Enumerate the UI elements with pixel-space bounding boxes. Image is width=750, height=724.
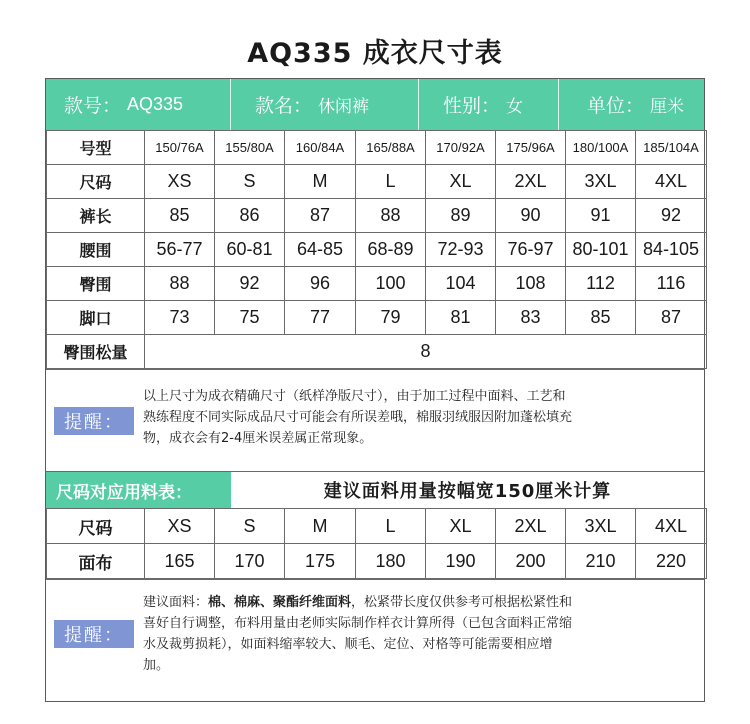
table-cell: 185/104A <box>636 131 707 165</box>
fabric-band-label: 尺码对应用料表： <box>46 472 231 508</box>
fabric-band-desc: 建议面料用量按幅宽150厘米计算 <box>323 481 612 502</box>
style-no-label: 款号： <box>64 95 122 117</box>
table-cell: 92 <box>636 199 707 233</box>
table-cell: 60-81 <box>215 233 285 267</box>
table-cell: 80-101 <box>566 233 636 267</box>
reminder-prefix: 建议面料： <box>143 595 209 610</box>
reminder-line <box>143 592 699 613</box>
gender-label: 性别： <box>443 95 501 117</box>
size-chart <box>45 78 705 702</box>
reminder-rest: ，松紧带长度仅供参考可根据松紧性和 <box>351 595 573 610</box>
reminder-2 <box>46 579 704 691</box>
row-label: 尺码 <box>47 165 145 199</box>
ease-label: 臀围松量 <box>47 335 145 369</box>
gender-value: 女 <box>506 97 524 117</box>
table-cell: 79 <box>356 301 426 335</box>
reminder-badge: 提醒： <box>54 620 134 648</box>
table-cell: 75 <box>215 301 285 335</box>
table-row <box>47 267 707 301</box>
table-cell: 112 <box>566 267 636 301</box>
table-cell: 64-85 <box>285 233 356 267</box>
table-cell: 116 <box>636 267 707 301</box>
table-cell: 87 <box>636 301 707 335</box>
style-no-value: AQ335 <box>127 94 184 114</box>
table-cell: 175 <box>285 544 356 579</box>
table-cell: 180 <box>356 544 426 579</box>
row-label: 腰围 <box>47 233 145 267</box>
style-name-value: 休闲裤 <box>318 97 370 117</box>
table-cell: 77 <box>285 301 356 335</box>
table-cell: 56-77 <box>145 233 215 267</box>
table-cell: 87 <box>285 199 356 233</box>
table-cell: 160/84A <box>285 131 356 165</box>
unit-label: 单位： <box>587 95 645 117</box>
row-label: 号型 <box>47 131 145 165</box>
table-cell: 108 <box>496 267 566 301</box>
table-cell: 91 <box>566 199 636 233</box>
table-row <box>47 335 707 369</box>
table-cell: 155/80A <box>215 131 285 165</box>
table-cell: 175/96A <box>496 131 566 165</box>
table-cell: 100 <box>356 267 426 301</box>
gender <box>419 79 559 130</box>
row-label: 面布 <box>47 544 145 579</box>
table-cell: 150/76A <box>145 131 215 165</box>
table-cell: 210 <box>566 544 636 579</box>
table-cell: 90 <box>496 199 566 233</box>
unit-value: 厘米 <box>650 97 685 117</box>
size-table <box>46 130 707 369</box>
table-cell: 200 <box>496 544 566 579</box>
table-cell: 165 <box>145 544 215 579</box>
reminder-text <box>143 386 699 449</box>
table-cell: S <box>215 509 285 544</box>
reminder-line: 水及裁剪损耗），如面料缩率较大、顺毛、定位、对格等可能需要相应增 <box>143 637 553 652</box>
reminder-line: 喜好自行调整，布料用量由老师实际制作样衣计算所得（已包含面料正常缩 <box>143 616 573 631</box>
fabric-band <box>46 471 704 508</box>
unit <box>559 79 704 130</box>
table-row <box>47 233 707 267</box>
table-cell: 3XL <box>566 509 636 544</box>
table-cell: 72-93 <box>426 233 496 267</box>
style-no <box>46 79 231 130</box>
table-cell: 4XL <box>636 165 707 199</box>
row-label: 臀围 <box>47 267 145 301</box>
table-cell: 92 <box>215 267 285 301</box>
table-cell: 84-105 <box>636 233 707 267</box>
table-cell: 88 <box>145 267 215 301</box>
row-label: 裤长 <box>47 199 145 233</box>
table-cell: XL <box>426 509 496 544</box>
row-label: 脚口 <box>47 301 145 335</box>
reminder-text <box>143 592 699 676</box>
table-cell: 85 <box>566 301 636 335</box>
table-cell: 220 <box>636 544 707 579</box>
table-cell: 76-97 <box>496 233 566 267</box>
table-cell: 73 <box>145 301 215 335</box>
table-cell: L <box>356 165 426 199</box>
table-cell: 3XL <box>566 165 636 199</box>
row-label: 尺码 <box>47 509 145 544</box>
table-cell: L <box>356 509 426 544</box>
table-cell: 170 <box>215 544 285 579</box>
table-cell: 104 <box>426 267 496 301</box>
table-row <box>47 544 707 579</box>
table-cell: 86 <box>215 199 285 233</box>
fabric-table <box>46 508 707 579</box>
fabric-suggestion: 棉、棉麻、聚酯纤维面料 <box>208 595 352 610</box>
table-cell: 2XL <box>496 509 566 544</box>
style-name-label: 款名： <box>255 95 313 117</box>
table-cell: XS <box>145 509 215 544</box>
table-cell: M <box>285 509 356 544</box>
reminder-1 <box>46 369 704 471</box>
info-header <box>46 79 704 130</box>
table-cell: 4XL <box>636 509 707 544</box>
table-cell: 190 <box>426 544 496 579</box>
table-cell: M <box>285 165 356 199</box>
table-cell: S <box>215 165 285 199</box>
reminder-line: 物，成衣会有2-4厘米误差属正常现象。 <box>143 431 373 446</box>
table-cell: XL <box>426 165 496 199</box>
ease-value: 8 <box>145 335 707 369</box>
table-cell: 170/92A <box>426 131 496 165</box>
reminder-line: 以上尺寸为成衣精确尺寸（纸样净版尺寸），由于加工过程中面料、工艺和 <box>143 389 566 404</box>
table-cell: 81 <box>426 301 496 335</box>
style-name <box>231 79 419 130</box>
table-cell: 2XL <box>496 165 566 199</box>
table-cell: 180/100A <box>566 131 636 165</box>
table-row <box>47 509 707 544</box>
reminder-badge: 提醒： <box>54 407 134 435</box>
table-row <box>47 165 707 199</box>
table-cell: 83 <box>496 301 566 335</box>
reminder-line: 熟练程度不同实际成品尺寸可能会有所误差哦，棉服羽绒服因附加蓬松填充 <box>143 410 573 425</box>
table-row <box>47 131 707 165</box>
table-cell: XS <box>145 165 215 199</box>
reminder-line: 加。 <box>143 658 170 673</box>
page-title: AQ335 成衣尺寸表 <box>247 38 503 69</box>
table-cell: 165/88A <box>356 131 426 165</box>
table-cell: 85 <box>145 199 215 233</box>
table-cell: 96 <box>285 267 356 301</box>
table-row <box>47 199 707 233</box>
table-cell: 89 <box>426 199 496 233</box>
table-row <box>47 301 707 335</box>
table-cell: 88 <box>356 199 426 233</box>
table-cell: 68-89 <box>356 233 426 267</box>
